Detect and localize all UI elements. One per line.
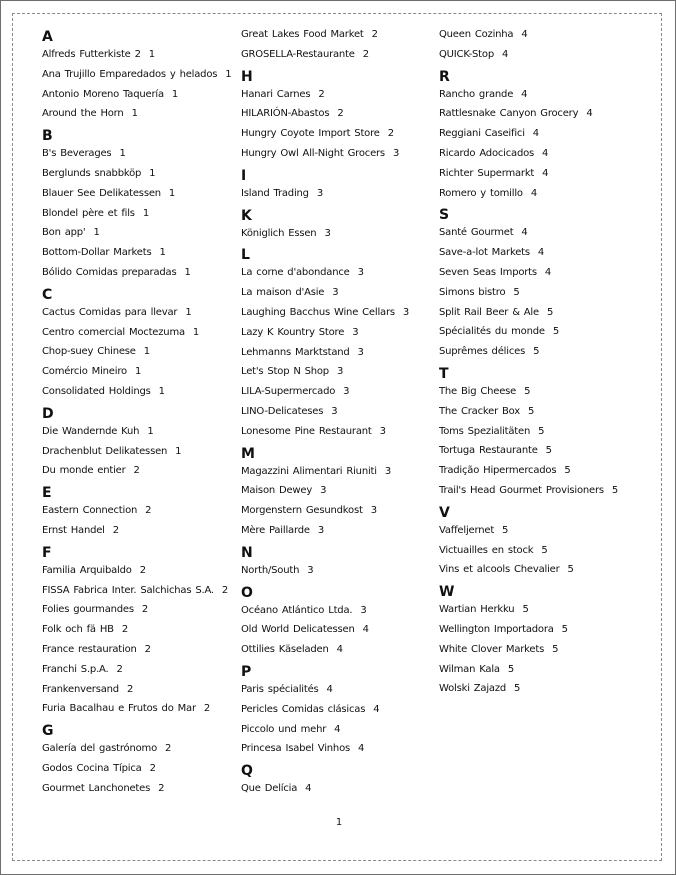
index-entry bbox=[241, 501, 431, 521]
page-reference: 1 bbox=[158, 385, 165, 397]
index-entry bbox=[241, 700, 431, 720]
customer-name: Split Rail Beer & Ale bbox=[439, 306, 539, 318]
index-entry bbox=[241, 144, 431, 164]
letter-heading: V bbox=[439, 504, 450, 521]
customer-name: Franchi S.p.A. bbox=[42, 663, 109, 675]
page-reference: 4 bbox=[358, 743, 365, 755]
customer-name: Eastern Connection bbox=[42, 505, 138, 517]
index-entry bbox=[241, 104, 431, 124]
page-reference: 5 bbox=[611, 484, 619, 496]
customer-name: Cactus Comidas para llevar bbox=[42, 306, 178, 318]
page-reference: 3 bbox=[343, 386, 350, 398]
customer-name: GROSELLA-Restaurante bbox=[241, 48, 355, 60]
index-entry bbox=[42, 362, 232, 382]
customer-name: Bon app' bbox=[42, 227, 86, 239]
page-number: 1 bbox=[335, 817, 343, 828]
index-entry bbox=[439, 481, 659, 501]
index-entry bbox=[439, 104, 659, 124]
customer-name: Maison Dewey bbox=[241, 485, 313, 497]
customer-name: Godos Cocina Típica bbox=[42, 762, 142, 774]
customer-name: Bottom-Dollar Markets bbox=[42, 247, 152, 259]
page-reference: 2 bbox=[144, 643, 151, 655]
customer-name: Tradição Hipermercados bbox=[439, 465, 557, 477]
customer-name: Hungry Coyote Import Store bbox=[241, 128, 380, 140]
index-entry bbox=[439, 660, 659, 680]
index-entry bbox=[241, 184, 431, 204]
index-entry bbox=[42, 501, 232, 521]
page-reference: 1 bbox=[119, 148, 126, 160]
page-reference: 2 bbox=[149, 762, 156, 774]
page-reference: 5 bbox=[567, 564, 574, 576]
index-entry bbox=[439, 144, 659, 164]
customer-name: Centro comercial Moctezuma bbox=[42, 326, 185, 338]
index-entry bbox=[42, 263, 232, 283]
page-reference: 1 bbox=[175, 445, 182, 457]
customer-name: Lonesome Pine Restaurant bbox=[241, 425, 372, 437]
index-entry bbox=[42, 640, 232, 660]
page-reference: 5 bbox=[524, 385, 531, 397]
page-reference: 4 bbox=[521, 88, 528, 100]
page-reference: 1 bbox=[134, 366, 142, 378]
index-entry bbox=[42, 442, 232, 462]
letter-heading: K bbox=[241, 207, 252, 224]
customer-name: Romero y tomillo bbox=[439, 187, 523, 199]
index-entry bbox=[241, 224, 431, 244]
customer-name: Hanari Carnes bbox=[241, 88, 311, 100]
index-entry bbox=[241, 521, 431, 541]
page-reference: 2 bbox=[362, 48, 369, 60]
page-reference: 3 bbox=[357, 346, 364, 358]
index-entry bbox=[42, 680, 232, 700]
letter-heading: H bbox=[241, 68, 253, 85]
index-entry bbox=[42, 184, 232, 204]
page-reference: 5 bbox=[538, 425, 545, 437]
page-reference: 2 bbox=[165, 743, 172, 755]
page-reference: 1 bbox=[149, 167, 156, 179]
page-reference: 5 bbox=[541, 544, 548, 556]
page-reference: 4 bbox=[542, 167, 549, 179]
index-entry bbox=[439, 541, 659, 561]
letter-heading: T bbox=[439, 365, 449, 382]
customer-name: Pericles Comidas clásicas bbox=[241, 703, 366, 715]
page-reference: 3 bbox=[307, 564, 314, 576]
page-reference: 1 bbox=[171, 88, 179, 100]
index-entry bbox=[439, 223, 659, 243]
customer-name: France restauration bbox=[42, 643, 137, 655]
customer-name: Die Wandernde Kuh bbox=[42, 425, 140, 437]
index-entry bbox=[241, 85, 431, 105]
customer-name: Berglunds snabbköp bbox=[42, 167, 142, 179]
page-reference: 2 bbox=[387, 128, 394, 140]
page-reference: 5 bbox=[507, 663, 514, 675]
index-entry bbox=[439, 322, 659, 342]
page-reference: 2 bbox=[112, 524, 119, 536]
customer-name: Vaffeljernet bbox=[439, 524, 495, 536]
page-reference: 5 bbox=[522, 604, 529, 616]
page-reference: 5 bbox=[564, 465, 571, 477]
index-entry bbox=[241, 362, 431, 382]
page-reference: 2 bbox=[371, 29, 378, 40]
index-entry bbox=[439, 560, 659, 580]
page-reference: 1 bbox=[185, 306, 192, 318]
index-entry bbox=[241, 25, 431, 45]
page-reference: 5 bbox=[552, 643, 559, 655]
page-reference: 4 bbox=[544, 266, 552, 278]
index-entry bbox=[439, 679, 659, 699]
letter-heading: F bbox=[42, 544, 52, 561]
customer-name: North/South bbox=[241, 564, 300, 576]
page-reference: 4 bbox=[542, 147, 549, 159]
page-reference: 1 bbox=[159, 247, 166, 259]
index-entry bbox=[42, 521, 232, 541]
page-reference: 5 bbox=[546, 306, 554, 318]
page-reference: 2 bbox=[121, 624, 128, 636]
customer-name: Que Delícia bbox=[241, 783, 298, 795]
letter-heading: S bbox=[439, 207, 450, 224]
page-reference: 4 bbox=[530, 187, 538, 199]
page-reference: 1 bbox=[184, 266, 191, 278]
index-entry bbox=[42, 45, 232, 65]
customer-name: B's Beverages bbox=[42, 148, 112, 160]
customer-name: The Cracker Box bbox=[439, 405, 520, 417]
page-reference: 3 bbox=[331, 405, 338, 417]
customer-name: Morgenstern Gesundkost bbox=[241, 505, 363, 517]
index-entry bbox=[42, 303, 232, 323]
customer-name: Frankenversand bbox=[42, 683, 119, 695]
customer-name: Ottilies Käseladen bbox=[241, 644, 329, 656]
customer-name: Queen Cozinha bbox=[439, 29, 514, 40]
customer-name: La maison d'Asie bbox=[241, 287, 325, 299]
customer-name: Let's Stop N Shop bbox=[241, 366, 329, 378]
customer-name: FISSA Fabrica Inter. Salchichas S.A. bbox=[42, 584, 214, 596]
customer-name: Blondel père et fils bbox=[42, 207, 135, 219]
letter-heading: G bbox=[42, 723, 54, 740]
page-reference: 4 bbox=[532, 128, 539, 140]
index-entry bbox=[42, 65, 232, 85]
page-reference: 1 bbox=[192, 326, 200, 338]
customer-name: Island Trading bbox=[241, 187, 309, 199]
customer-name: Wolski Zajazd bbox=[439, 683, 507, 695]
index-entry bbox=[42, 104, 232, 124]
customer-name: Spécialités du monde bbox=[439, 326, 545, 338]
page-reference: 3 bbox=[370, 505, 377, 517]
customer-name: Wellington Importadora bbox=[439, 623, 554, 635]
page-reference: 5 bbox=[513, 286, 520, 298]
customer-name: Gourmet Lanchonetes bbox=[42, 782, 151, 794]
index-entry bbox=[42, 660, 232, 680]
page-reference: 2 bbox=[145, 505, 152, 517]
page-reference: 3 bbox=[336, 366, 344, 378]
index-entry bbox=[439, 45, 659, 65]
index-entry bbox=[439, 184, 659, 204]
index-entry bbox=[439, 342, 659, 362]
page-reference: 4 bbox=[326, 683, 333, 695]
customer-name: Königlich Essen bbox=[241, 227, 317, 239]
index-entry bbox=[241, 720, 431, 740]
customer-name: Magazzini Alimentari Riuniti bbox=[241, 465, 377, 477]
page-reference: 4 bbox=[521, 227, 528, 239]
page-reference: 3 bbox=[392, 147, 400, 159]
index-entry bbox=[42, 759, 232, 779]
page-reference: 2 bbox=[133, 465, 140, 477]
index-entry bbox=[241, 303, 431, 323]
page-reference: 3 bbox=[324, 227, 331, 239]
customer-name: Du monde entier bbox=[42, 465, 126, 477]
customer-name: Wartian Herkku bbox=[439, 604, 515, 616]
index-entry bbox=[439, 25, 659, 45]
customer-name: LILA-Supermercado bbox=[241, 386, 336, 398]
page-reference: 1 bbox=[148, 49, 155, 60]
letter-heading: Q bbox=[241, 763, 253, 780]
index-entry bbox=[439, 124, 659, 144]
page-reference: 5 bbox=[533, 346, 540, 358]
index-entry bbox=[439, 620, 659, 640]
index-entry bbox=[439, 303, 659, 323]
index-entry bbox=[439, 422, 659, 442]
page-reference: 1 bbox=[131, 108, 138, 120]
customer-name: Piccolo und mehr bbox=[241, 723, 327, 735]
index-entry bbox=[439, 461, 659, 481]
letter-heading: M bbox=[241, 445, 255, 462]
customer-name: Ernst Handel bbox=[42, 524, 105, 536]
customer-name: Laughing Bacchus Wine Cellars bbox=[241, 306, 395, 318]
page-reference: 4 bbox=[501, 48, 509, 60]
page-reference: 2 bbox=[203, 703, 211, 715]
customer-name: Blauer See Delikatessen bbox=[42, 187, 161, 199]
customer-name: Drachenblut Delikatessen bbox=[42, 445, 168, 457]
index-entry bbox=[42, 243, 232, 263]
page-reference: 1 bbox=[168, 187, 176, 199]
page-reference: 2 bbox=[139, 564, 146, 576]
letter-heading: C bbox=[42, 286, 53, 303]
customer-name: Richter Supermarkt bbox=[439, 167, 535, 179]
page-reference: 4 bbox=[336, 644, 343, 656]
customer-name: Vins et alcools Chevalier bbox=[439, 564, 560, 576]
letter-heading: L bbox=[241, 247, 250, 264]
customer-name: Furia Bacalhau e Frutos do Mar bbox=[42, 703, 196, 715]
customer-name: Bólido Comidas preparadas bbox=[42, 266, 177, 278]
customer-name: Seven Seas Imports bbox=[439, 266, 537, 278]
page-reference: 1 bbox=[142, 207, 149, 219]
page-reference: 2 bbox=[126, 683, 134, 695]
page-reference: 3 bbox=[379, 425, 386, 437]
index-column-1 bbox=[42, 25, 232, 799]
index-entry bbox=[241, 263, 431, 283]
customer-name: Simons bistro bbox=[439, 286, 506, 298]
index-entry bbox=[241, 739, 431, 759]
customer-name: Ricardo Adocicados bbox=[439, 147, 535, 159]
index-column-3 bbox=[439, 25, 659, 699]
customer-name: The Big Cheese bbox=[439, 385, 517, 397]
index-entry bbox=[241, 779, 431, 799]
customer-name: Old World Delicatessen bbox=[241, 624, 355, 636]
index-entry bbox=[42, 581, 232, 601]
index-entry bbox=[439, 441, 659, 461]
page-reference: 2 bbox=[158, 782, 165, 794]
page-reference: 3 bbox=[317, 524, 324, 536]
index-entry bbox=[42, 223, 232, 243]
index-entry bbox=[42, 561, 232, 581]
index-entry bbox=[241, 481, 431, 501]
page-reference: 5 bbox=[545, 445, 552, 457]
index-entry bbox=[42, 204, 232, 224]
index-entry bbox=[42, 382, 232, 402]
customer-name: Folies gourmandes bbox=[42, 604, 134, 616]
customer-name: Princesa Isabel Vinhos bbox=[241, 743, 350, 755]
page-reference: 5 bbox=[527, 405, 535, 417]
index-entry bbox=[439, 283, 659, 303]
index-entry bbox=[42, 699, 232, 719]
index-entry bbox=[439, 382, 659, 402]
index-entry bbox=[241, 45, 431, 65]
page-reference: 3 bbox=[320, 485, 327, 497]
index-entry bbox=[439, 640, 659, 660]
page-reference: 1 bbox=[225, 68, 232, 80]
page-reference: 3 bbox=[332, 287, 339, 299]
customer-name: Rattlesnake Canyon Grocery bbox=[439, 108, 579, 120]
page-reference: 4 bbox=[373, 703, 380, 715]
page-reference: 4 bbox=[334, 723, 341, 735]
customer-name: Consolidated Holdings bbox=[42, 385, 151, 397]
index-entry bbox=[42, 422, 232, 442]
customer-name: QUICK-Stop bbox=[439, 48, 494, 60]
page-reference: 2 bbox=[337, 108, 344, 120]
page-reference: 5 bbox=[514, 683, 521, 695]
index-entry bbox=[241, 422, 431, 442]
index-entry bbox=[42, 85, 232, 105]
page-reference: 5 bbox=[502, 524, 509, 536]
letter-heading: N bbox=[241, 544, 253, 561]
customer-name: LINO-Delicateses bbox=[241, 405, 324, 417]
index-entry bbox=[439, 263, 659, 283]
customer-name: Toms Spezialitäten bbox=[439, 425, 531, 437]
index-entry bbox=[42, 600, 232, 620]
customer-name: Folk och fä HB bbox=[42, 624, 114, 636]
index-entry bbox=[241, 620, 431, 640]
index-entry bbox=[42, 779, 232, 799]
customer-name: Comércio Mineiro bbox=[42, 366, 127, 378]
index-entry bbox=[42, 620, 232, 640]
page-reference: 2 bbox=[116, 663, 123, 675]
index-entry bbox=[241, 283, 431, 303]
index-entry bbox=[241, 640, 431, 660]
index-entry bbox=[439, 243, 659, 263]
customer-name: Santé Gourmet bbox=[439, 227, 514, 239]
page-reference: 2 bbox=[318, 88, 325, 100]
index-entry bbox=[241, 462, 431, 482]
index-entry bbox=[241, 680, 431, 700]
index-entry bbox=[241, 323, 431, 343]
page-reference: 3 bbox=[384, 465, 392, 477]
customer-name: Save-a-lot Markets bbox=[439, 247, 530, 259]
customer-name: Antonio Moreno Taquería bbox=[42, 88, 164, 100]
index-entry bbox=[42, 461, 232, 481]
letter-heading: R bbox=[439, 68, 450, 85]
customer-name: White Clover Markets bbox=[439, 643, 545, 655]
letter-heading: D bbox=[42, 405, 54, 422]
page-reference: 2 bbox=[221, 584, 229, 596]
index-entry bbox=[42, 739, 232, 759]
customer-name: Lehmanns Marktstand bbox=[241, 346, 350, 358]
customer-name: Hungry Owl All-Night Grocers bbox=[241, 147, 385, 159]
customer-name: Reggiani Caseifici bbox=[439, 128, 525, 140]
customer-name: Galería del gastrónomo bbox=[42, 743, 157, 755]
page-reference: 3 bbox=[352, 326, 359, 338]
page-reference: 1 bbox=[147, 425, 154, 437]
letter-heading: I bbox=[241, 167, 247, 184]
letter-heading: A bbox=[42, 29, 53, 45]
customer-name: Chop-suey Chinese bbox=[42, 346, 136, 358]
page-reference: 1 bbox=[93, 227, 100, 239]
page-reference: 4 bbox=[521, 29, 528, 40]
customer-name: Océano Atlántico Ltda. bbox=[241, 604, 353, 616]
customer-name: Tortuga Restaurante bbox=[439, 445, 538, 457]
customer-name: Victuailles en stock bbox=[439, 544, 534, 556]
letter-heading: B bbox=[42, 128, 53, 145]
index-entry bbox=[439, 85, 659, 105]
index-entry bbox=[241, 382, 431, 402]
page-reference: 4 bbox=[586, 108, 593, 120]
page-reference: 3 bbox=[402, 306, 410, 318]
customer-name: Paris spécialités bbox=[241, 683, 319, 695]
page-reference: 4 bbox=[305, 783, 312, 795]
customer-name: Lazy K Kountry Store bbox=[241, 326, 345, 338]
index-entry bbox=[241, 402, 431, 422]
index-entry bbox=[241, 124, 431, 144]
index-entry bbox=[439, 600, 659, 620]
index-entry bbox=[42, 164, 232, 184]
page-reference: 1 bbox=[143, 346, 150, 358]
customer-name: La corne d'abondance bbox=[241, 267, 350, 279]
page-reference: 5 bbox=[552, 326, 560, 338]
customer-name: Alfreds Futterkiste 2 bbox=[42, 49, 141, 60]
index-entry bbox=[439, 521, 659, 541]
page-reference: 3 bbox=[316, 187, 323, 199]
customer-name: Trail's Head Gourmet Provisioners bbox=[439, 484, 604, 496]
customer-name: Suprêmes délices bbox=[439, 346, 526, 358]
customer-name: Ana Trujillo Emparedados y helados bbox=[42, 68, 218, 80]
page-reference: 3 bbox=[360, 604, 367, 616]
letter-heading: E bbox=[42, 485, 52, 502]
customer-name: Mère Paillarde bbox=[241, 524, 310, 536]
index-entry bbox=[42, 342, 232, 362]
page-reference: 4 bbox=[537, 247, 545, 259]
index-entry bbox=[439, 402, 659, 422]
page-reference: 3 bbox=[357, 267, 364, 279]
index-entry bbox=[241, 601, 431, 621]
letter-heading: P bbox=[241, 663, 252, 680]
page-reference: 4 bbox=[362, 624, 369, 636]
customer-name: Wilman Kala bbox=[439, 663, 500, 675]
index-entry bbox=[42, 323, 232, 343]
page-reference: 5 bbox=[561, 623, 568, 635]
customer-name: Around the Horn bbox=[42, 108, 124, 120]
customer-name: Rancho grande bbox=[439, 88, 514, 100]
index-entry bbox=[241, 343, 431, 363]
index-entry bbox=[42, 144, 232, 164]
index-entry bbox=[439, 164, 659, 184]
index-column-2 bbox=[241, 25, 431, 799]
customer-name: Great Lakes Food Market bbox=[241, 29, 364, 40]
customer-name: HILARIÓN-Abastos bbox=[241, 108, 330, 120]
letter-heading: O bbox=[241, 584, 253, 601]
index-entry bbox=[241, 561, 431, 581]
customer-name: Familia Arquibaldo bbox=[42, 564, 132, 576]
letter-heading: W bbox=[439, 584, 455, 601]
page-reference: 2 bbox=[141, 604, 149, 616]
